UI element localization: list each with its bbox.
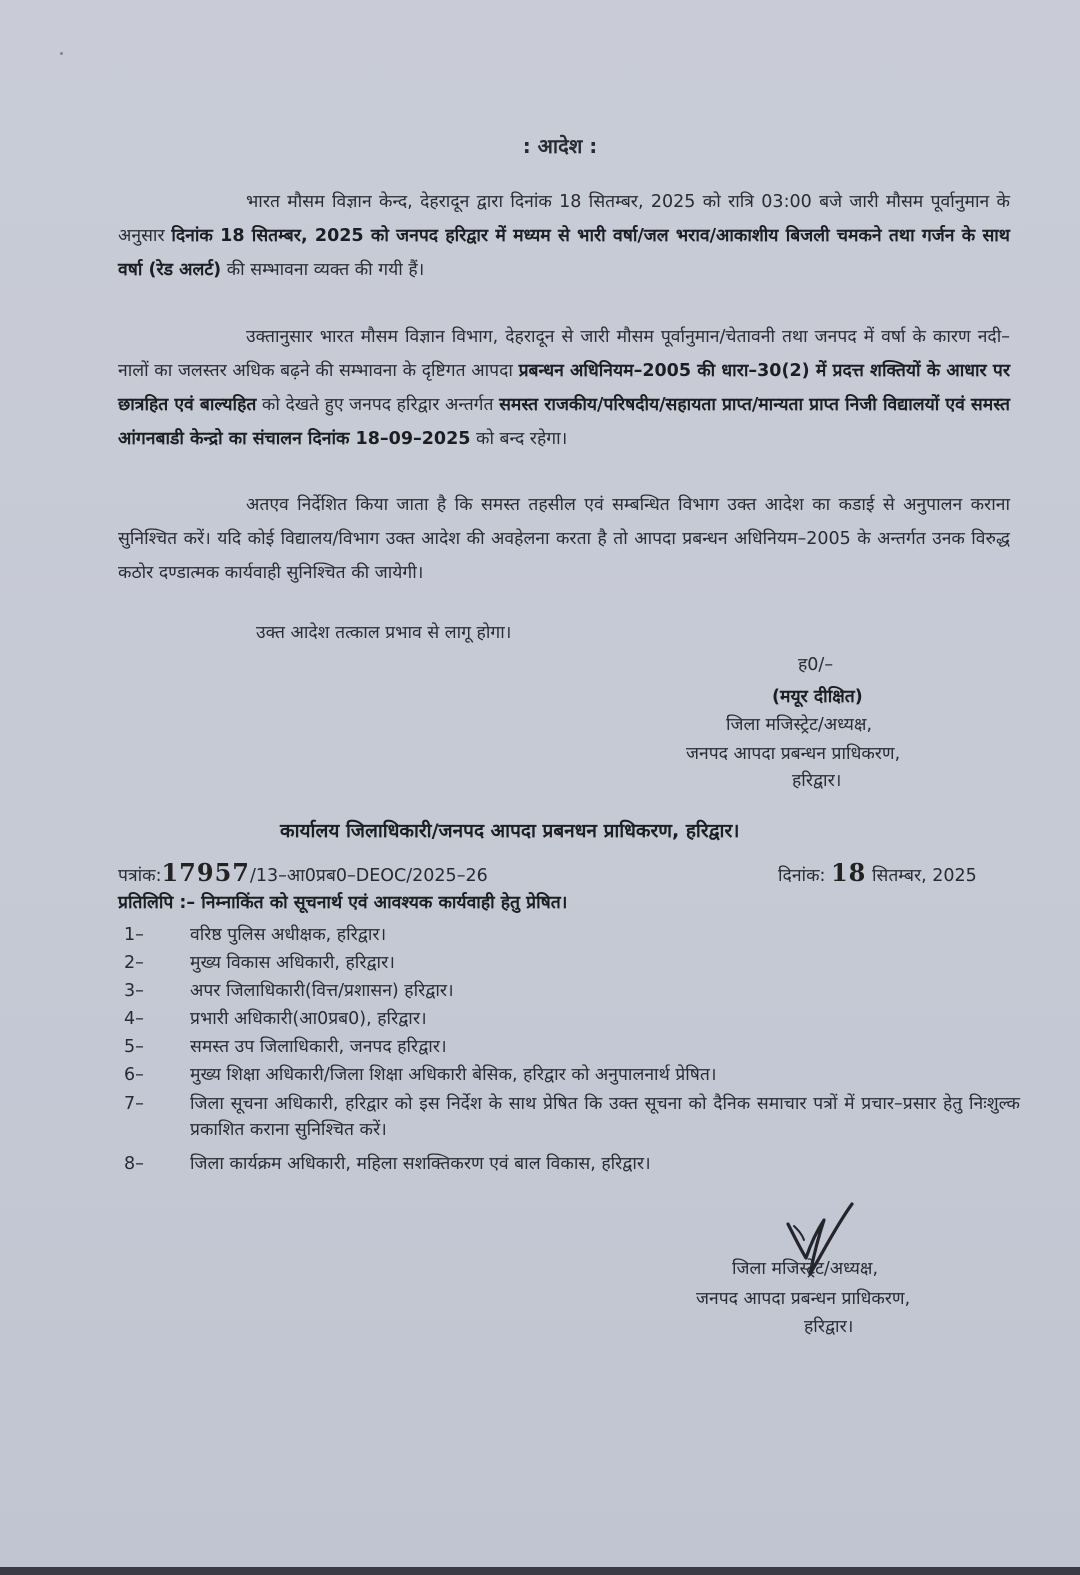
signatory-name: (मयूर दीक्षित) xyxy=(772,687,863,707)
signatory-authority: जनपद आपदा प्रबन्धन प्राधिकरण, xyxy=(686,744,901,764)
reference-label: पत्रांक: xyxy=(118,866,162,886)
reference-date xyxy=(778,860,977,889)
document-page: : आदेश : भारत मौसम विज्ञान केन्द, देहरादून द्वारा दिनांक 18 सितम्बर, 2025 को रात्रि 03:00 बजे जारी मौसम पूर्वानुमान के अनुसार दिनांक 18 सितम्बर, 2025 को जनपद हरिद्वार में मध्यम से भारी वर्षा/जल भराव/आकाशीय बिजली चमकने तथा गर्जन के साथ वर्षा (रेड अलर्ट) की सम्भावना व्यक्त की गयी हैं। उक्तानुसार भारत मौसम विज्ञान विभाग, देहरादून से जारी मौसम पूर्वानुमान/चेतावनी तथा जनपद में वर्षा के कारण नदी–नालों का जलस्तर अधिक बढ़ने की सम्भावना के दृष्टिगत आपदा प्रबन्धन अधिनियम–2005 की धारा–30(2) में प्रदत्त शक्तियों के आधार पर छात्रहित एवं बाल्यहित को देखते हुए जनपद हरिद्वार अन्तर्गत समस्त राजकीय/परिषदीय/सहायता प्राप्त/मान्यता प्राप्त निजी विद्यालयों एवं समस्त आंगनबाडी केन्द्रो का संचालन दिनांक 18–09–2025 को बन्द रहेगा। अतएव निर्देशित किया जाता है कि समस्त तहसील एवं सम्बन्धित विभाग उक्त आदेश का कडाई से अनुपालन कराना सुनिश्चित करें। यदि कोई विद्यालय/विभाग उक्त आदेश की अवहेलना करता है तो आपदा प्रबन्धन अधिनियम–2005 के अन्तर्गत उनक विरुद्ध कठोर दण्डात्मक कार्यवाही सुनिश्चित की जायेगी। उक्त आदेश तत्काल प्रभाव से लागू होगा। ह0/– (मयूर दीक्षित) जिला मजिस्ट्रेट/अध्यक्ष, जनपद आपदा प्रबन्धन प्राधिकरण, हरिद्वार। कार्यालय जिलाधिकारी/जनपद आपदा प्रबनधन प्राधिकरण, हरिद्वार। पत्रांक:17957/13–आ0प्रब0–DEOC/2025–26 दिनांक: 18 सितम्बर, 2025 प्रतिलिपि :– निम्नाकिंत को सूचनार्थ एवं आवश्यक कार्यवाही हेतु प्रेषित। 1– वरिष्ठ पुलिस अधीक्षक, हरिद्वार। 2– मुख्य विकास अधिकारी, हरिद्वार। 3– अपर जिलाधिकारी(वित्त/प्रशासन) हरिद्वार। 4– प्रभारी अधिकारी(आ0प्रब0), हरिद्वार। 5– समस्त उप जिलाधिकारी, जनपद हरिद्वार। 6– मुख्य शिक्षा अधिकारी/जिला शिक्षा अधिकारी बेसिक, हरिद्वार को अनुपालनार्थ प्रेषित। 7– जिला सूचना अधिकारी, हरिद्वार को इस निर्देश के साथ प्रेषित कि उक्त सूचना को दैनिक समाचार पत्रों में प्रचार–प्रसार हेतु निःशुल्क प्रकाशित कराना सुनिश्चित करें। 8– जिला कार्यक्रम अधिकारी, महिला सशक्तिकरण एवं बाल विकास, हरिद्वार। जिला मजिस्ट्रेट/अध्यक्ष, जनपद आपदा प्रबन्धन प्राधिकरण, हरिद्वार। xyxy=(0,0,1080,1575)
office-heading: कार्यालय जिलाधिकारी/जनपद आपदा प्रबनधन प्राधिकरण, हरिद्वार। xyxy=(280,820,740,842)
signatory-designation: जिला मजिस्ट्रेट/अध्यक्ष, xyxy=(726,715,873,735)
reference-line xyxy=(118,860,488,889)
date-label: दिनांक: xyxy=(778,866,826,886)
signed-mark: ह0/– xyxy=(798,655,834,675)
copy-to-heading: प्रतिलिपि :– निम्नाकिंत को सूचनार्थ एवं आवश्यक कार्यवाही हेतु प्रेषित। xyxy=(118,893,568,913)
signatory2-authority: जनपद आपदा प्रबन्धन प्राधिकरण, xyxy=(696,1289,911,1309)
order-paragraph-3: अतएव निर्देशित किया जाता है कि समस्त तहसील एवं सम्बन्धित विभाग उक्त आदेश का कडाई से अनुपालन कराना सुनिश्चित करें। यदि कोई विद्यालय/विभाग उक्त आदेश की अवहेलना करता है तो आपदा प्रबन्धन अधिनियम–2005 के अन्तर्गत उनक विरुद्ध कठोर दण्डात्मक कार्यवाही सुनिश्चित की जायेगी। xyxy=(118,495,1010,583)
order-paragraph-4: उक्त आदेश तत्काल प्रभाव से लागू होगा। xyxy=(256,623,512,643)
order-paragraph-2: उक्तानुसार भारत मौसम विज्ञान विभाग, देहरादून से जारी मौसम पूर्वानुमान/चेतावनी तथा जनपद में वर्षा के कारण नदी–नालों का जलस्तर अधिक बढ़ने की सम्भावना के दृष्टिगत आपदा प्रबन्धन अधिनियम–2005 की धारा–30(2) में प्रदत्त शक्तियों के आधार पर छात्रहित एवं बाल्यहित को देखते हुए जनपद हरिद्वार अन्तर्गत समस्त राजकीय/परिषदीय/सहायता प्राप्त/मान्यता प्राप्त निजी विद्यालयों एवं समस्त आंगनबाडी केन्द्रो का संचालन दिनांक 18–09–2025 को बन्द रहेगा। xyxy=(118,327,1010,449)
order-title: : आदेश : xyxy=(522,134,598,158)
signatory2-designation: जिला मजिस्ट्रेट/अध्यक्ष, xyxy=(732,1259,879,1279)
scan-speck xyxy=(60,52,63,55)
date-rest: सितम्बर, 2025 xyxy=(871,866,977,886)
scan-edge-shadow xyxy=(0,1567,1080,1575)
date-day-handwritten: 18 xyxy=(830,858,867,887)
reference-suffix: /13–आ0प्रब0–DEOC/2025–26 xyxy=(249,866,488,886)
order-paragraph-1: भारत मौसम विज्ञान केन्द, देहरादून द्वारा दिनांक 18 सितम्बर, 2025 को रात्रि 03:00 बजे जारी मौसम पूर्वानुमान के अनुसार दिनांक 18 सितम्बर, 2025 को जनपद हरिद्वार में मध्यम से भारी वर्षा/जल भराव/आकाशीय बिजली चमकने तथा गर्जन के साथ वर्षा (रेड अलर्ट) की सम्भावना व्यक्त की गयी हैं। xyxy=(118,192,1010,280)
signatory-place: हरिद्वार। xyxy=(792,771,842,791)
reference-number-handwritten: 17957 xyxy=(161,858,250,887)
signatory2-place: हरिद्वार। xyxy=(804,1317,854,1337)
